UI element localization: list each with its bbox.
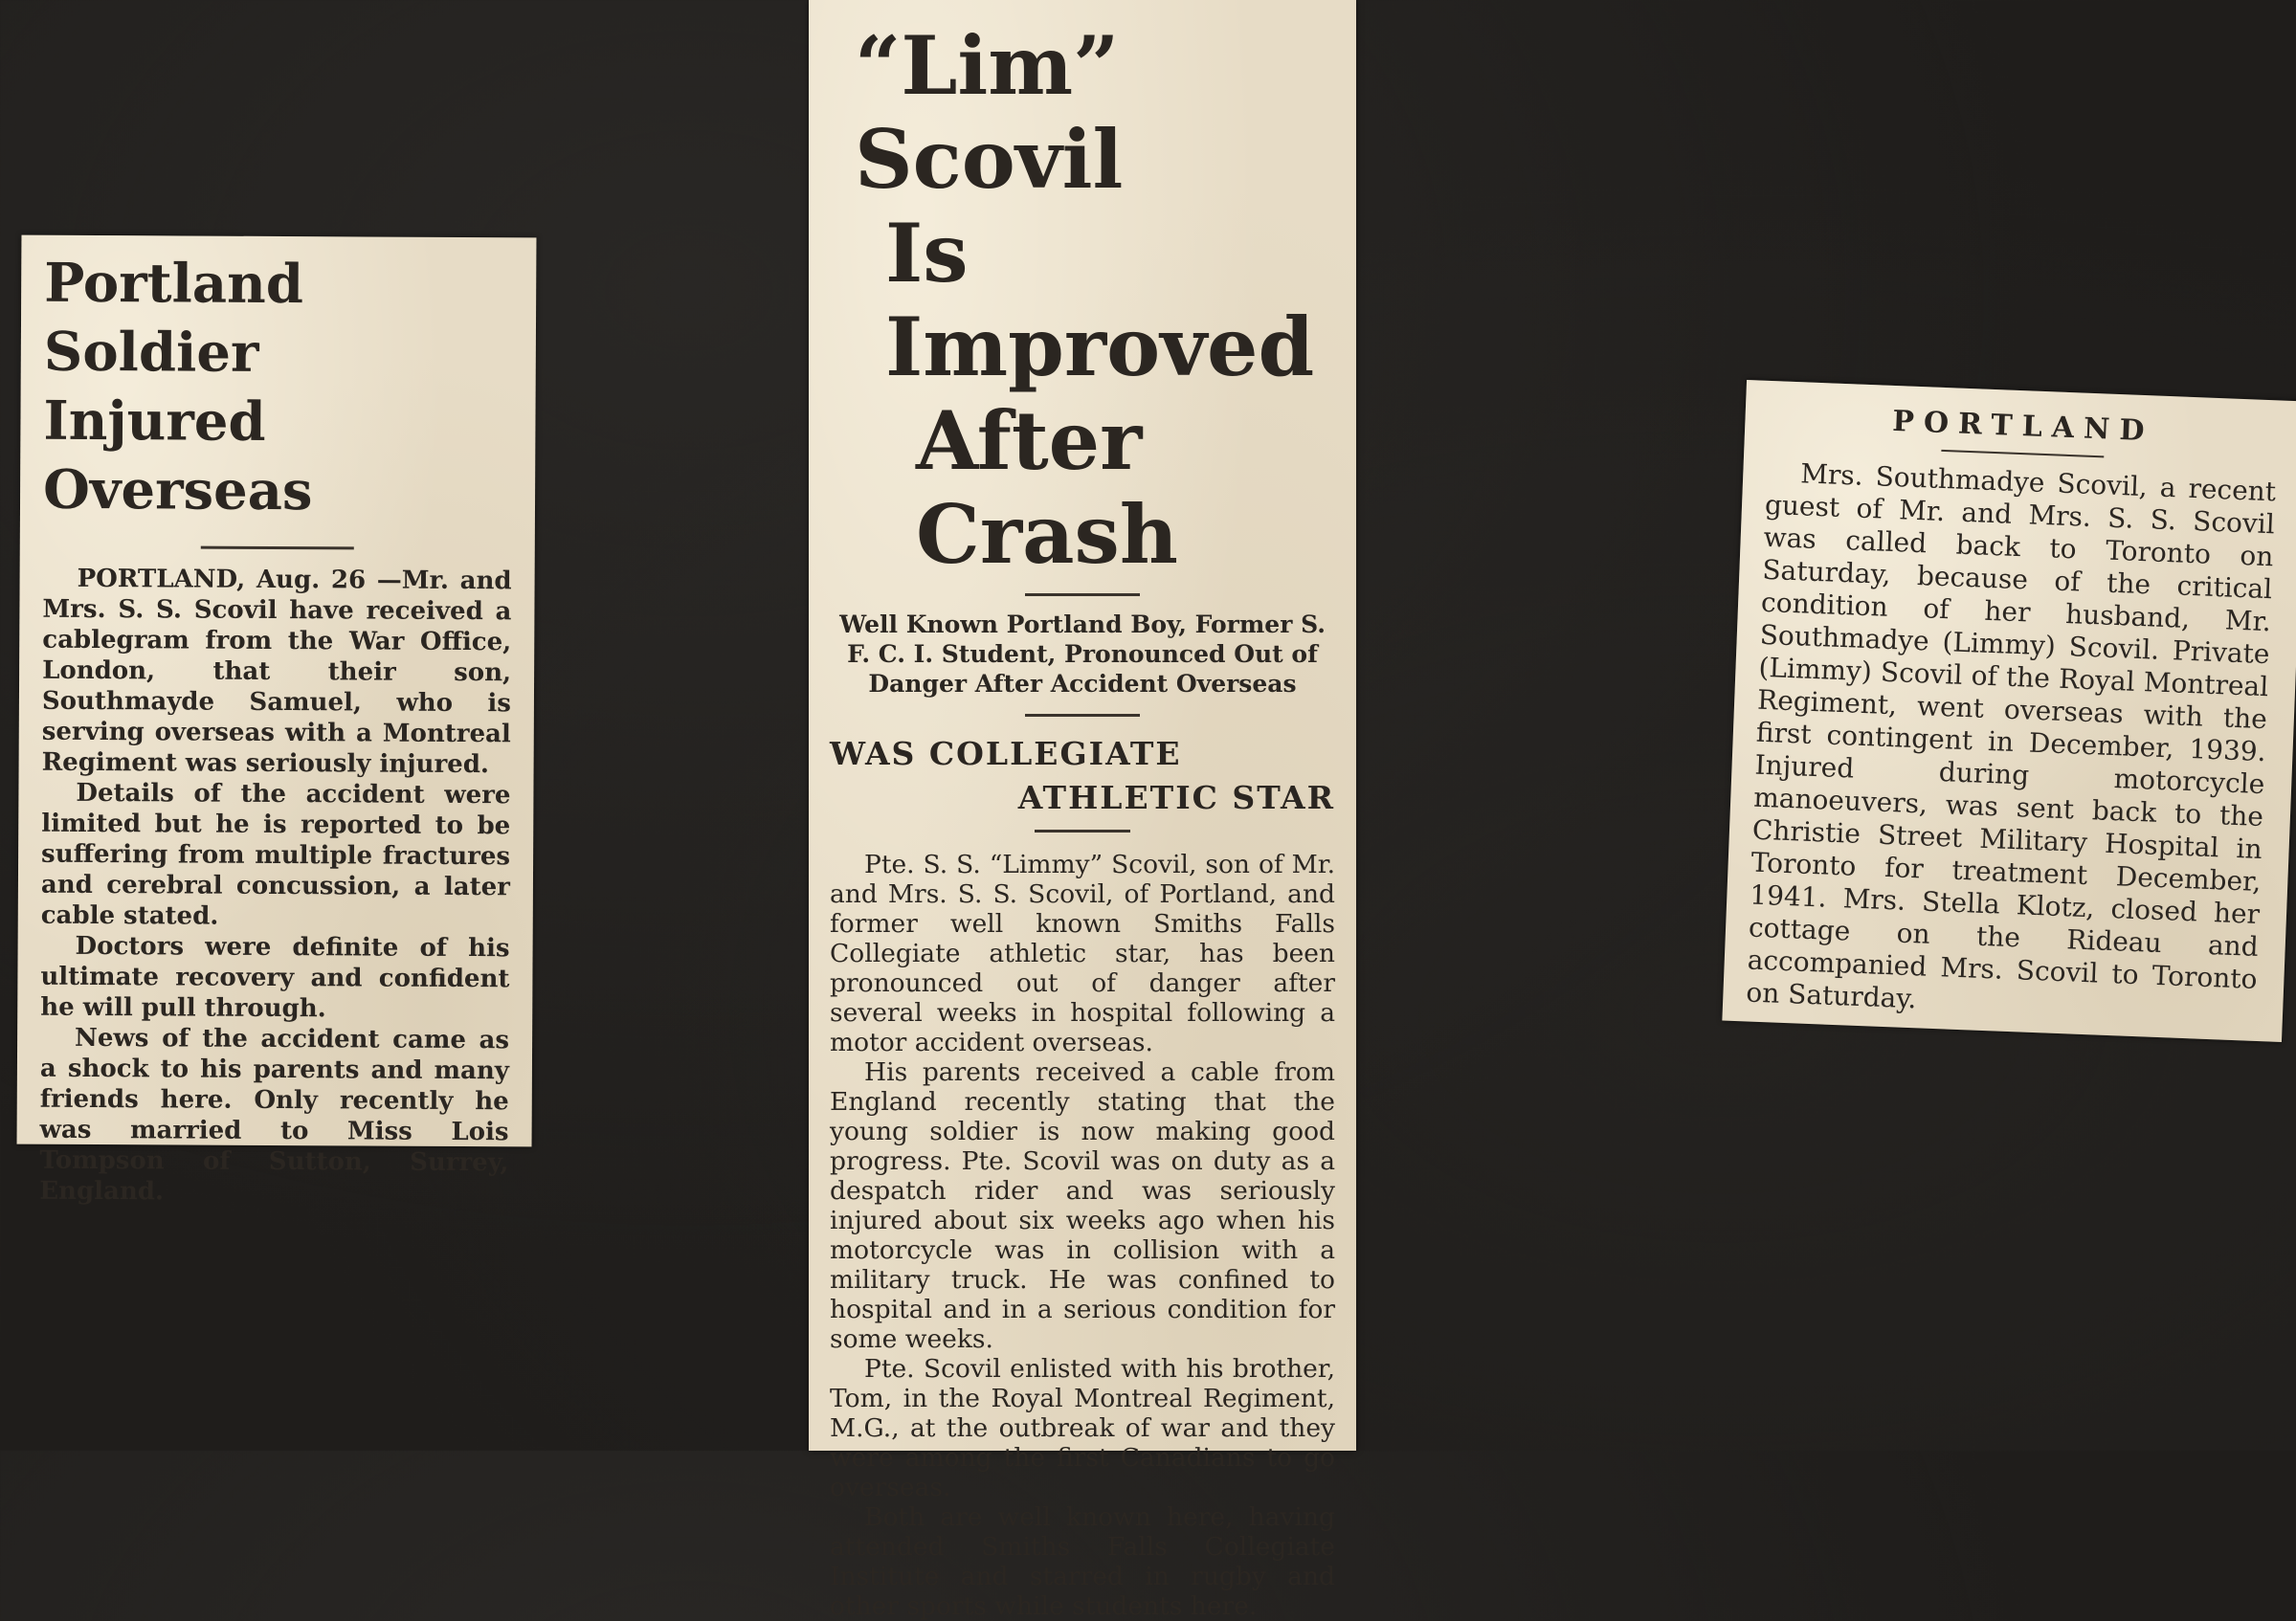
- subhead: [830, 732, 1335, 820]
- headline-line: Injured Overseas: [42, 389, 313, 523]
- headline: [43, 249, 514, 527]
- divider: [1025, 714, 1140, 717]
- divider: [1025, 593, 1140, 596]
- article-body: [830, 850, 1335, 1621]
- paragraph: Pte. Scovil enlisted with his brother, Tom, in the Royal Montreal Regiment, M.G., at the outbreak of war and they were among the first Canadians to go overseas.: [830, 1354, 1335, 1502]
- paragraph: News of the accident came as a shock to his parents and many friends here. Only recently he was married to Miss Lois Tompson of Sutton, Surrey, England.: [39, 1023, 510, 1207]
- clipping-portland-soldier: [17, 235, 537, 1207]
- article-body: [39, 564, 512, 1210]
- headline-line: Is Improved: [885, 206, 1315, 394]
- paragraph: His parents received a cable from England recently stating that the young soldier is now making good progress. Pte. Scovil was on duty as a despatch rider and was seriously injured about six weeks ago when his motorcycle was in collision with a military truck. He was confined to hospital and in a serious condition for some weeks.: [830, 1057, 1335, 1354]
- deck: Well Known Portland Boy, Former S. F. C. I. Student, Pronounced Out of Danger After Accident Overseas: [839, 611, 1326, 698]
- paragraph: Pte. S. S. “Limmy” Scovil, son of Mr. and Mrs. S. S. Scovil, of Portland, and former well known Smiths Falls Collegiate athletic star, has been pronounced out of danger after several weeks in hospital following a motor accident overseas.: [830, 850, 1335, 1057]
- subhead-line: ATHLETIC STAR: [1017, 779, 1335, 816]
- divider: [201, 546, 354, 550]
- article-body: [1746, 456, 2277, 1029]
- headline-line: Portland Soldier: [43, 251, 304, 385]
- divider: [1035, 830, 1130, 833]
- headline-line: “Lim” Scovil: [855, 18, 1124, 207]
- clipping-lim-scovil: [809, 0, 1356, 1621]
- paragraph: Doctors were definite of his ultimate recovery and confident he will pull through.: [40, 931, 510, 1024]
- paragraph: Details of the accident were limited but he is reported to be suffering from multiple fractures and cerebral concussion, a later cable stated.: [40, 778, 511, 931]
- dateline: PORTLAND: [1891, 404, 2155, 449]
- headline-line: After Crash: [916, 393, 1178, 582]
- clipping-portland-note: [1722, 380, 2296, 1042]
- paragraph: Both are well known here, having attended Smiths Falls Collegiate Institute and starred in rugby and other sports while students here.: [830, 1502, 1335, 1621]
- paragraph: Mrs. Southmadye Scovil, a recent guest of Mr. and Mrs. S. S. Scovil was called back to Toronto on Saturday, because of the critical condition of her husband, Mr. Southmadye (Limmy) Scovil. Private (Limmy) Scovil of the Royal Montreal Regiment, went overseas with the first contingent in December, 1939. Injured during motorcycle manoeuvers, was sent back to the Christie Street Military Hospital in Toronto for treatment December, 1941. Mrs. Stella Klotz, closed her cottage on the Rideau and accompanied Mrs. Scovil to Toronto on Saturday.: [1745, 457, 2277, 1015]
- headline: [830, 19, 1335, 582]
- subhead-line: WAS COLLEGIATE: [830, 735, 1182, 772]
- paragraph: PORTLAND, Aug. 26 —Mr. and Mrs. S. S. Scovil have received a cablegram from the War Office, London, that their son, Southmayde Samuel, who is serving overseas with a Montreal Regiment was seriously injured.: [41, 564, 512, 780]
- divider: [1941, 450, 2104, 458]
